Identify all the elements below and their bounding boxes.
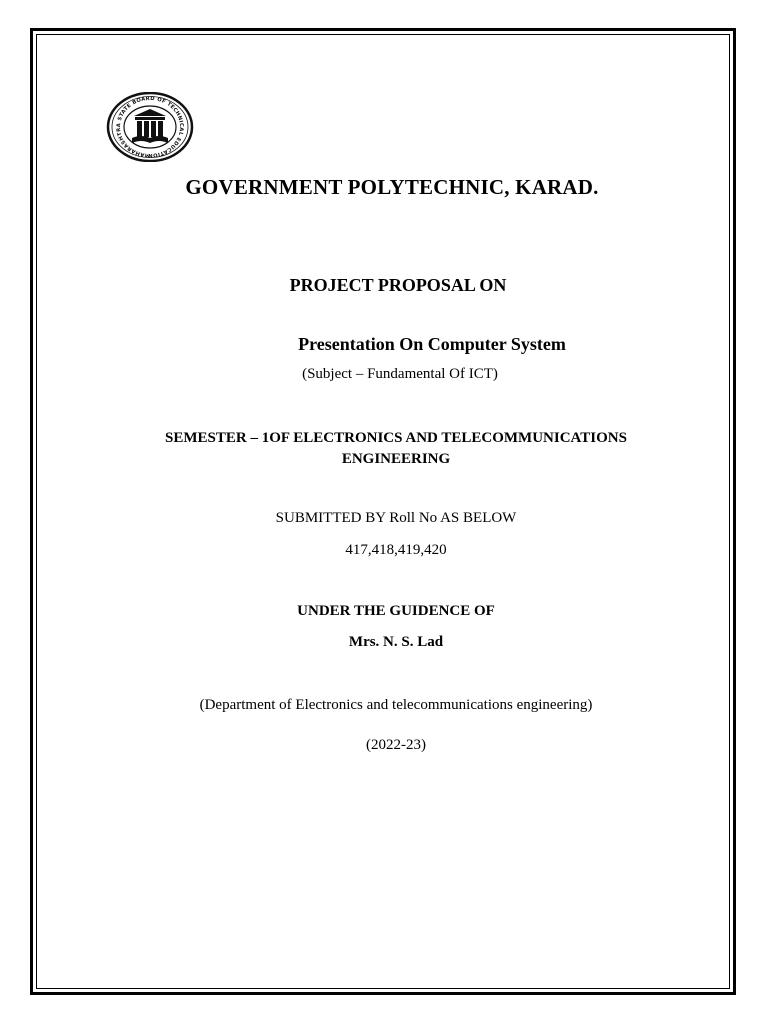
submitted-by-line: SUBMITTED BY Roll No AS BELOW — [275, 510, 517, 526]
college-name: GOVERNMENT POLYTECHNIC, KARAD. — [185, 175, 599, 199]
semester-line-1: SEMESTER – 1OF ELECTRONICS AND TELECOMMUNICATIONS — [165, 430, 627, 446]
semester-line-2: ENGINEERING — [341, 451, 451, 467]
semester-line — [12, 428, 768, 470]
board-seal-logo-icon — [106, 92, 194, 162]
guide-name: Mrs. N. S. Lad — [348, 634, 444, 650]
roll-numbers: 417,418,419,420 — [345, 542, 447, 558]
project-title: Presentation On Computer System — [298, 334, 566, 354]
guidance-heading: UNDER THE GUIDENCE OF — [297, 603, 495, 619]
department-line: (Department of Electronics and telecommunications engineering) — [199, 697, 593, 713]
seal-ring-text: MAHARASHTRA STATE BOARD OF TECHNICAL EDUCATION — [115, 95, 185, 159]
proposal-heading: PROJECT PROPOSAL ON — [289, 275, 507, 295]
academic-year: (2022-23) — [366, 737, 426, 753]
subject-line: (Subject – Fundamental Of ICT) — [302, 366, 498, 382]
